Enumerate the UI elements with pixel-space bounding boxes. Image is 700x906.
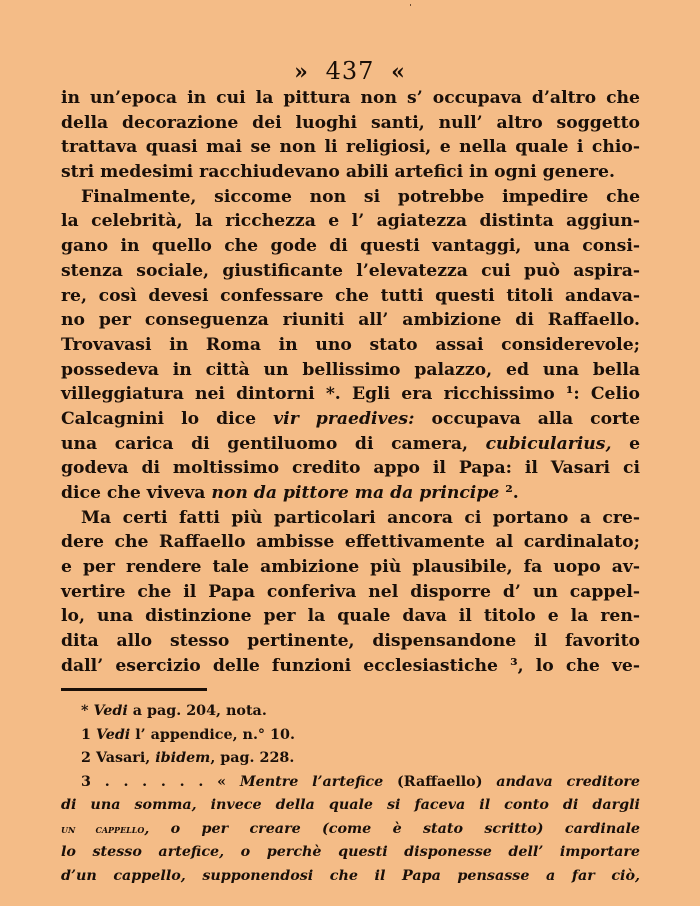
- text-line: vertire che il Papa conferiva nel disporre d’ un cappel-: [61, 581, 640, 602]
- text-line: gano in quello che gode di questi vantaggi, una consi-: [61, 236, 640, 257]
- footnote-line: d’un cappello, supponendosi che il Papa pensasse a far ciò,: [61, 867, 640, 884]
- footnote-rule: [61, 688, 207, 691]
- text-line: dall’ esercizio delle funzioni ecclesiastiche ³, lo che ve-: [61, 655, 640, 676]
- footnote: 2 Vasari, ibidem, pag. 228.: [81, 750, 295, 766]
- text-line: Ma certi fatti più particolari ancora ci portano a cre-: [81, 507, 640, 528]
- text-line: in un’epoca in cui la pittura non s’ occupava d’altro che: [61, 88, 640, 108]
- page-number: 437: [325, 57, 375, 85]
- text-line: la celebrità, la ricchezza e l’ agiatezza distinta aggiun-: [61, 211, 640, 232]
- text-line: villeggiatura nei dintorni *. Egli era ricchissimo ¹: Celio: [61, 384, 640, 405]
- text-line: dice che viveva non da pittore ma da principe ².: [61, 483, 519, 503]
- text-line: trattava quasi mai se non li religiosi, e nella quale i chio-: [61, 137, 640, 158]
- scan-speck: [410, 4, 411, 6]
- text-line: godeva di moltissimo credito appo il Papa: il Vasari ci: [61, 458, 640, 479]
- text-line: e per rendere tale ambizione più plausibile, fa uopo av-: [61, 557, 640, 578]
- text-line: stenza sociale, giustificante l’elevatezza cui può aspira-: [61, 260, 640, 281]
- text-line: una carica di gentiluomo di camera, cubicularius, e: [61, 433, 641, 454]
- text-line: possedeva in città un bellissimo palazzo, ed una bella: [61, 359, 640, 380]
- footnote: 3 . . . . . . « Mentre l’artefice (Raffaello) andava creditore: [81, 773, 641, 790]
- text-line: Calcagnini lo dice vir praedives: occupava alla corte: [61, 408, 641, 429]
- text-line: re, così devesi confessare che tutti questi titoli andava-: [61, 285, 640, 306]
- footnote-line: un cappello, o per creare (come è stato scritto) cardinale: [61, 820, 641, 837]
- text-line: Finalmente, siccome non si potrebbe impedire che: [81, 186, 640, 207]
- body-text: [61, 86, 640, 679]
- text-line: lo, una distinzione per la quale dava il titolo e la ren-: [61, 606, 640, 627]
- right-ornament: «: [391, 59, 406, 85]
- footnote-line: lo stesso artefice, o perchè questi disponesse dell’ importare: [61, 844, 640, 860]
- text-line: stri medesimi racchiudevano abili artefici in ogni genere.: [61, 162, 615, 183]
- left-ornament: »: [294, 59, 309, 85]
- text-line: Trovavasi in Roma in uno stato assai considerevole;: [61, 334, 640, 355]
- page-header: [0, 58, 700, 85]
- footnote-line: di una somma, invece della quale si faceva il conto di dargli: [61, 797, 640, 813]
- text-line: dere che Raffaello ambisse effettivamente al cardinalato;: [61, 532, 640, 553]
- text-line: dita allo stesso pertinente, dispensandone il favorito: [61, 631, 640, 652]
- footnotes: [61, 700, 640, 888]
- text-line: della decorazione dei luoghi santi, null’ altro soggetto: [61, 112, 640, 133]
- text-line: no per conseguenza riuniti all’ ambizione di Raffaello.: [61, 310, 640, 331]
- footnote: * Vedi a pag. 204, nota.: [81, 703, 267, 719]
- footnote: 1 Vedi l’ appendice, n.° 10.: [81, 726, 295, 743]
